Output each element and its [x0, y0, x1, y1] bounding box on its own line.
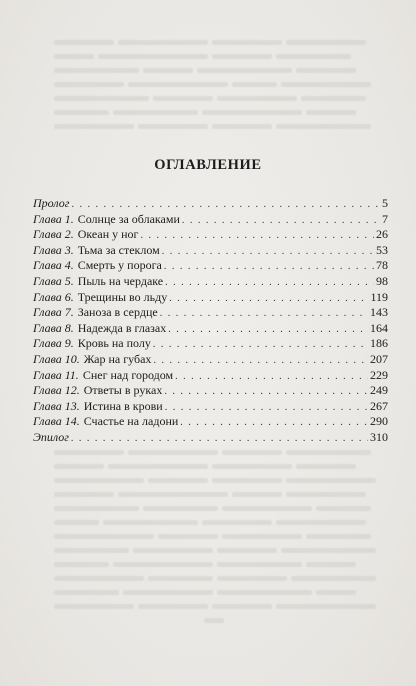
toc-entry-chapter-3[interactable] — [33, 243, 388, 259]
toc-entry-label: Глава 10. — [33, 351, 80, 366]
toc-entry-label: Глава 14. — [33, 414, 80, 429]
leader-dots — [162, 244, 374, 260]
toc-entry-epilogue[interactable] — [33, 430, 388, 446]
toc-entry-title: Жар на губах — [83, 351, 152, 366]
toc-entry-title: Трещины во льду — [77, 289, 168, 304]
toc-entry-page: 5 — [382, 196, 388, 210]
bleed-through-text-bottom — [54, 446, 376, 646]
bleed-through-text-top — [54, 36, 376, 146]
leader-dots — [71, 431, 368, 447]
toc-entry-page: 119 — [370, 289, 388, 304]
leader-dots — [180, 415, 368, 431]
leader-dots — [153, 337, 368, 353]
toc-entry-page: 290 — [370, 414, 388, 429]
toc-entry-page: 249 — [370, 383, 388, 398]
toc-entry-title: Кровь на полу — [77, 336, 151, 351]
toc-entry-page: 207 — [370, 351, 388, 366]
toc-entry-page: 229 — [370, 367, 388, 382]
toc-entry-chapter-2[interactable] — [33, 227, 388, 243]
toc-entry-chapter-6[interactable] — [33, 290, 388, 306]
toc-entry-page: 164 — [370, 320, 388, 335]
toc-entry-chapter-12[interactable] — [33, 383, 388, 399]
toc-entry-label: Глава 13. — [33, 398, 80, 413]
leader-dots — [160, 306, 368, 322]
toc-entry-label: Глава 8. — [33, 320, 74, 335]
toc-entry-label: Эпилог — [33, 429, 69, 444]
toc-entry-title: Океан у ног — [77, 227, 139, 242]
toc-entry-chapter-1[interactable] — [33, 212, 388, 228]
toc-entry-title: Ответы в руках — [83, 383, 163, 398]
leader-dots — [169, 291, 368, 307]
toc-entry-chapter-7[interactable] — [33, 305, 388, 321]
toc-entry-chapter-13[interactable] — [33, 399, 388, 415]
toc-entry-label: Глава 12. — [33, 383, 80, 398]
leader-dots — [168, 322, 368, 338]
toc-entry-label: Глава 9. — [33, 336, 74, 351]
toc-entry-chapter-4[interactable] — [33, 258, 388, 274]
leader-dots — [165, 400, 368, 416]
toc-entry-title: Заноза в сердце — [77, 305, 158, 320]
leader-dots — [164, 384, 368, 400]
toc-entry-label: Глава 11. — [33, 367, 79, 382]
toc-entry-title: Снег над городом — [82, 367, 174, 382]
toc-entry-title: Смерть у порога — [77, 258, 162, 273]
leader-dots — [182, 213, 380, 229]
toc-entry-title: Надежда в глазах — [77, 320, 167, 335]
leader-dots — [165, 275, 374, 291]
toc-entry-page: 310 — [370, 429, 388, 444]
leader-dots — [140, 228, 374, 244]
leader-dots — [153, 353, 368, 369]
toc-entry-chapter-11[interactable] — [33, 368, 388, 384]
table-of-contents — [33, 196, 388, 446]
toc-entry-chapter-9[interactable] — [33, 336, 388, 352]
toc-entry-label: Глава 5. — [33, 273, 74, 288]
toc-entry-title: Тьма за стеклом — [77, 242, 160, 257]
toc-entry-label: Пролог — [33, 196, 70, 210]
toc-entry-title: Истина в крови — [83, 398, 163, 413]
toc-entry-label: Глава 4. — [33, 258, 74, 273]
toc-entry-page: 7 — [382, 211, 388, 226]
toc-entry-label: Глава 1. — [33, 211, 74, 226]
toc-entry-page: 78 — [376, 258, 388, 273]
toc-entry-page: 26 — [376, 227, 388, 242]
toc-entry-label: Глава 2. — [33, 227, 74, 242]
toc-entry-chapter-10[interactable] — [33, 352, 388, 368]
toc-entry-page: 186 — [370, 336, 388, 351]
toc-entry-title: Пыль на чердаке — [77, 273, 164, 288]
toc-entry-label: Глава 3. — [33, 242, 74, 257]
page-title: ОГЛАВЛЕНИЕ — [154, 157, 262, 173]
toc-entry-prologue[interactable] — [33, 196, 388, 212]
leader-dots — [164, 259, 374, 275]
toc-entry-label: Глава 6. — [33, 289, 74, 304]
toc-entry-chapter-5[interactable] — [33, 274, 388, 290]
toc-entry-chapter-8[interactable] — [33, 321, 388, 337]
toc-entry-label: Глава 7. — [33, 305, 74, 320]
toc-entry-title: Счастье на ладони — [83, 414, 179, 429]
leader-dots — [71, 197, 380, 213]
toc-entry-page: 143 — [370, 305, 388, 320]
leader-dots — [175, 369, 368, 385]
toc-entry-page: 98 — [376, 273, 388, 288]
toc-entry-page: 267 — [370, 398, 388, 413]
toc-entry-chapter-14[interactable] — [33, 414, 388, 430]
toc-entry-page: 53 — [376, 242, 388, 257]
toc-entry-title: Солнце за облаками — [77, 211, 180, 226]
